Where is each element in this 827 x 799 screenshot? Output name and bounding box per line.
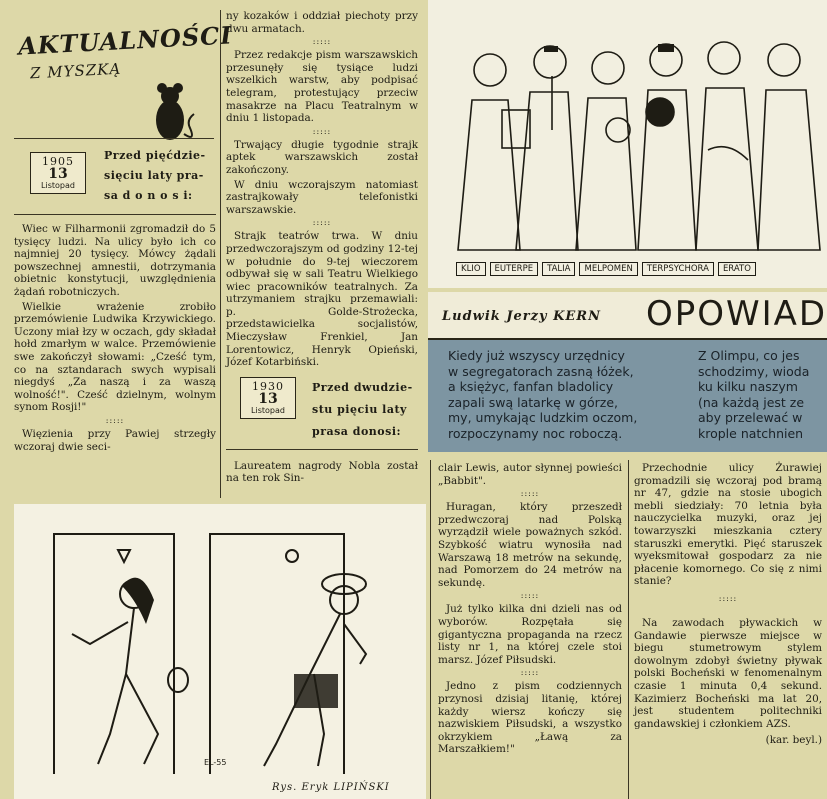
divider: ::::: <box>520 668 540 678</box>
paragraph: Huragan, który przeszedł przedwczoraj nad Polską wyrządził wiele poważnych szkód. Szybkość wiatru wynosiła nad Warszawą 18 metrów na sekundę, nad Pomorzem do 24 metrów na sekundę. <box>438 501 622 589</box>
muses-illustration <box>428 0 827 288</box>
poem-left <box>448 348 637 441</box>
masthead-title: AKTUALNOŚCI <box>17 20 234 61</box>
poem-box <box>428 340 827 452</box>
divider: ::::: <box>718 593 738 603</box>
paragraph: Strajk teatrów trwa. W dniu przedwczorajszym od godziny 12-tej w południe do 9-tej wieczorem odbywał się w sali Teatru Wielkiego wiec pracowników teatralnych. Za utrzymaniem strajku przemawiali: p. Golde-Strożecka, przedstawicielka socjalistów, Mieczysław Frenkiel, Jan Lorentowicz, Henryk Opieński, Józef Kotarbiński. <box>226 230 418 369</box>
divider: ::::: <box>105 415 125 425</box>
heading-line: Przed pięćdzie- <box>104 149 206 162</box>
poem-line: zapali swą latarkę w górze, <box>448 394 618 410</box>
date-month: Listopad <box>41 181 75 190</box>
column-4 <box>634 462 822 747</box>
heading-line: prasa donosi: <box>312 424 402 438</box>
masthead-subtitle: Z MYSZKĄ <box>29 59 122 83</box>
paragraph: Przez redakcje pism warszawskich przesunęły się tysiące ludzi wszelkich warstw, aby podpisać telegram, protestujący przeciw masakrze na Placu Teatralnym w dniu 1 listopada. <box>226 49 418 125</box>
column-rule-4 <box>628 460 629 799</box>
divider: ::::: <box>312 218 332 228</box>
section-rule <box>14 214 216 215</box>
mouse-icon <box>140 68 200 148</box>
column-1 <box>14 144 216 455</box>
poem-line: a księżyc, fanfan bladolicy <box>448 379 614 394</box>
date-box-1905 <box>30 152 86 194</box>
muse-label-talia: TALIA <box>542 262 575 276</box>
poem-line: my, umykając ludzkim oczom, <box>448 410 638 425</box>
paragraph: Więzienia przy Pawiej strzegły wczoraj dwie seci- <box>14 427 216 453</box>
cartoon-sign-mark: EL-55 <box>204 758 227 767</box>
poem-line: (na każdą jest ze <box>698 394 805 410</box>
column-rule-3 <box>430 460 431 799</box>
poem-line: Kiedy już wszyscy urzędnicy <box>448 348 625 363</box>
divider: ::::: <box>312 37 332 47</box>
section-heading-1930 <box>312 377 413 443</box>
cartoon-drawing <box>14 504 426 780</box>
column-rule-1 <box>220 10 221 498</box>
paragraph: Wielkie wrażenie zrobiło przemówienie Ludwika Krzywickiego. Uczony miał łzy w oczach, gdy składał hołd zmarłym w walce. Przemówienie swe zakończył słowami: „Cześć tym, co na sztandarach swych wypisali niegdyś „Za naszą i za waszą wolność!". Cześć dzielnym, wolnym synom Rosji!" <box>14 300 216 414</box>
article-1905 <box>14 223 216 453</box>
kern-header <box>428 292 827 340</box>
paragraph: Laureatem nagrody Nobla został na ten rok Sin- <box>226 459 418 485</box>
cartoon <box>14 504 426 799</box>
date-month: Listopad <box>251 405 285 415</box>
muse-labels <box>456 262 756 276</box>
paragraph: Trwający długie tygodnie strajk aptek warszawskich został zakończony. <box>226 138 418 176</box>
poem-right <box>698 348 827 441</box>
poem-line: rozpoczynamy noc roboczą. <box>448 425 623 441</box>
column-3 <box>438 462 622 758</box>
date-year: 1905 <box>42 155 74 168</box>
paragraph: Wiec w Filharmonii zgromadził do 5 tysięcy ludzi. Na ulicy było ich co najmniej 20 tysięcy. Mówcy żądali powszechnej amnestii, dotrzymania obietnic konstytucji, uwzględnienia żądań robotniczych. <box>14 223 216 298</box>
muses-drawing <box>428 0 827 288</box>
paragraph: Jedno z pism codziennych przynosi dzisiaj litanię, której każdy wiersz kończy się nazwiskiem Piłsudski, a wszystko okrzykiem „Ławą za Marszałkiem!" <box>438 680 622 756</box>
date-year: 1930 <box>252 379 284 393</box>
date-day: 13 <box>48 166 68 182</box>
masthead-rule <box>14 138 214 139</box>
kern-title: OPOWIAD <box>646 294 827 334</box>
divider: ::::: <box>520 591 540 601</box>
heading-line: sięciu laty pra- <box>104 169 204 182</box>
divider: ::::: <box>312 126 332 136</box>
paragraph: Przechodnie ulicy Żurawiej gromadzili się wczoraj pod bramą nr 47, gdzie na stosie ubogich mebli siedziały: 70 letnia była nauczycielka muzyki, oraz jej towarzyszki mieszkania cztery staruszki emerytki. Pięć staruszek wyeksmitował gospodarz za nie płacenie komornego. Co się z nimi stanie? <box>634 462 822 588</box>
muse-label-klio: KLIO <box>456 262 486 276</box>
kern-author: Ludwik Jerzy KERN <box>442 309 601 324</box>
column-2 <box>226 10 418 487</box>
heading-line: sa d o n o s i: <box>104 189 193 202</box>
cartoon-signature: Rys. Eryk LIPIŃSKI <box>272 782 390 793</box>
poem-line: Z Olimpu, co jes <box>698 348 800 363</box>
poem-line: schodzimy, wioda <box>698 363 810 379</box>
date-box-1930 <box>240 377 296 419</box>
date-day: 13 <box>258 390 278 407</box>
heading-line: Przed dwudzie- <box>312 380 413 394</box>
muse-label-euterpe: EUTERPE <box>490 262 539 276</box>
paragraph: Na zawodach pływackich w Gandawie pierwsze miejsce w biegu stumetrowym stylem dowolnym zdobył świetny pływak polski Bocheński w fenomenalnym czasie 1 minuta 0,4 sekund. Kazimierz Bocheński ma lat 20, jest studentem politechniki gandawskiej i członkiem AZS. <box>634 616 822 730</box>
paragraph: ny kozaków i oddział piechoty przy dwu armatach. <box>226 10 418 35</box>
paragraph: clair Lewis, autor słynnej powieści „Babbit". <box>438 462 622 487</box>
section-heading-1905 <box>104 146 206 206</box>
divider: ::::: <box>520 489 540 499</box>
muse-label-erato: ERATO <box>718 262 756 276</box>
credit: (kar. beyl.) <box>765 734 822 747</box>
poem-line: w segregatorach zasną łóżek, <box>448 363 634 379</box>
paragraph: W dniu wczorajszym natomiast zastrajkowały telefonistki warszawskie. <box>226 178 418 216</box>
paragraph: Już tylko kilka dni dzieli nas od wyborów. Rozpętała się gigantyczna propaganda na rzecz listy nr 1, na której czele stoi marsz. Józef Piłsudski. <box>438 603 622 666</box>
muse-label-melpomen: MELPOMEN <box>579 262 637 276</box>
poem-line: krople natchnien <box>698 425 804 441</box>
poem-line: aby przelewać w <box>698 410 803 425</box>
muse-label-terpsychora: TERPSYCHORA <box>642 262 714 276</box>
masthead <box>14 20 234 138</box>
heading-line: stu pięciu laty <box>312 402 407 416</box>
section-rule <box>226 449 418 450</box>
poem-line: ku kilku naszym <box>698 379 798 394</box>
